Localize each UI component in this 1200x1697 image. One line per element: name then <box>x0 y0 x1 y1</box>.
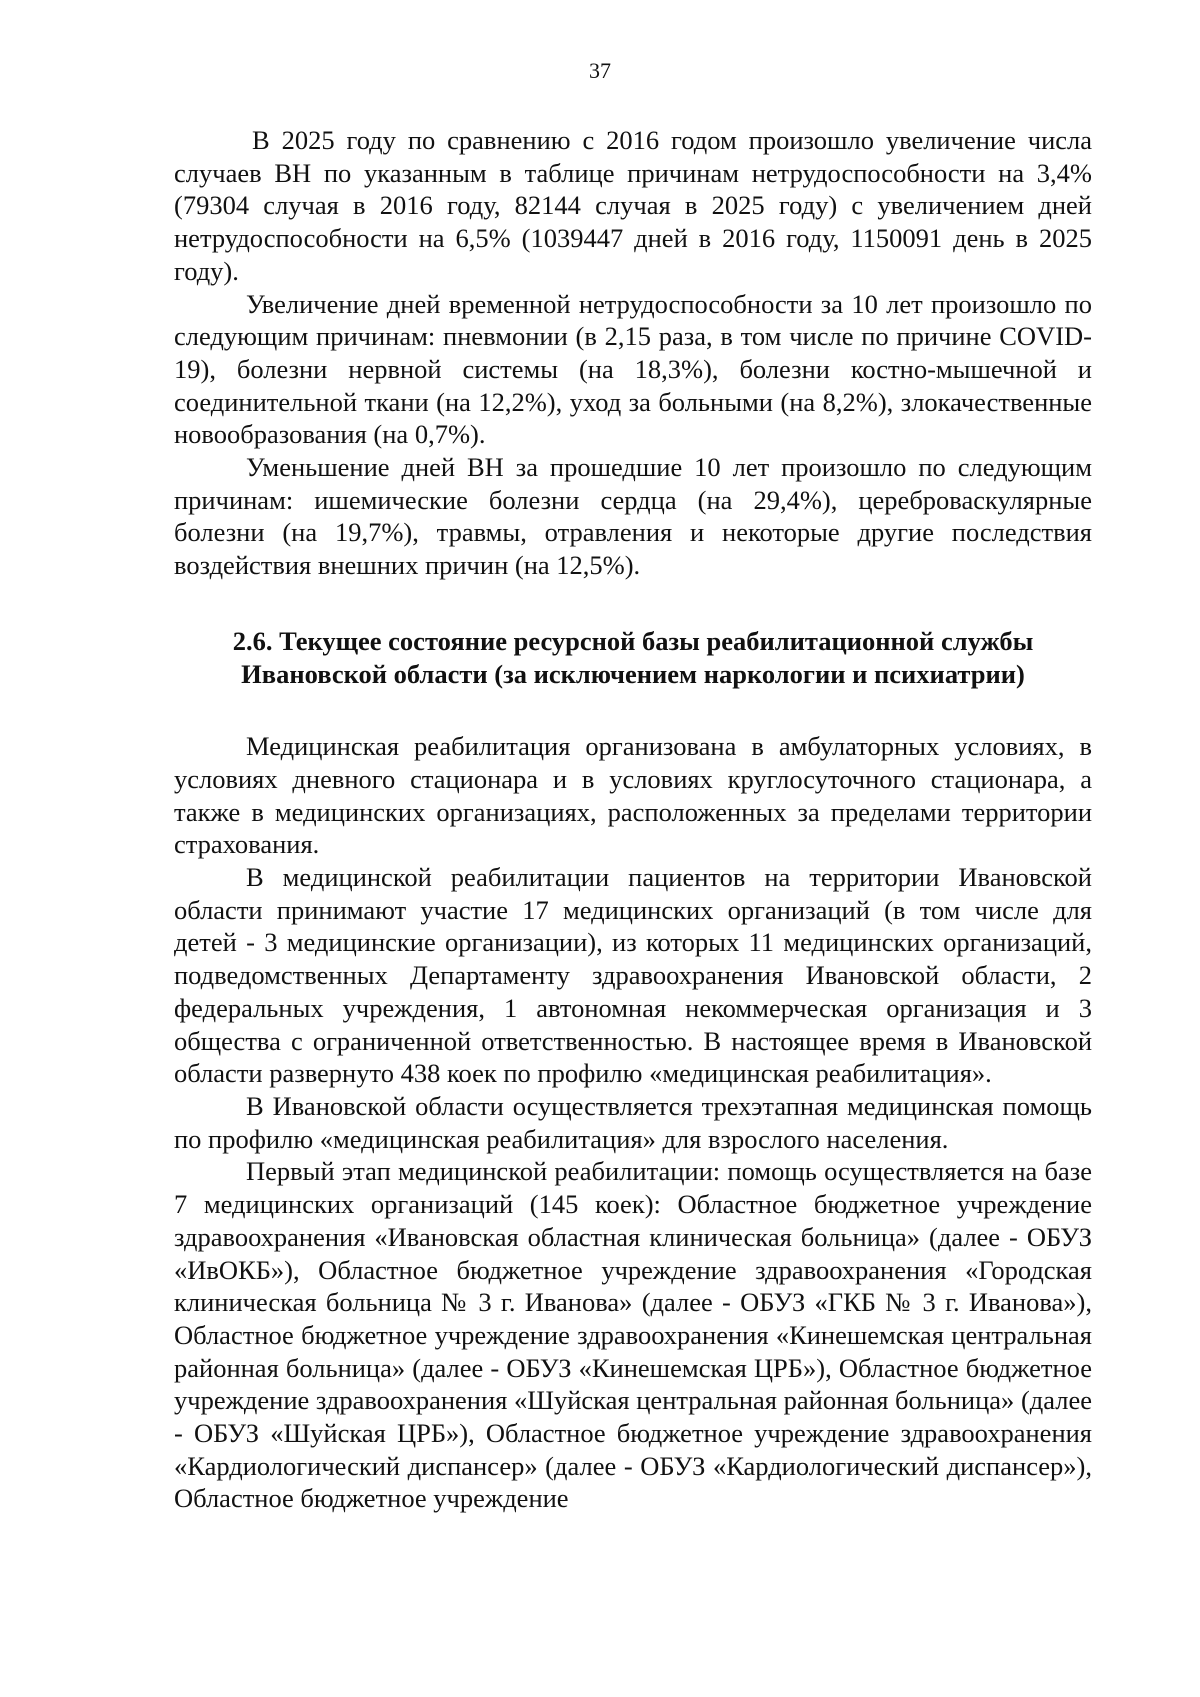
section-heading-line-2: Ивановской области (за исключением наркологии и психиатрии) <box>241 658 1025 689</box>
paragraph-rehab-organization: Медицинская реабилитация организована в амбулаторных условиях, в условиях дневного стационара и в условиях круглосуточного стационара, а также в медицинских организациях, расположенных за пределами территории страхования. <box>174 731 1092 860</box>
page-number: 37 <box>589 58 611 83</box>
paragraph-three-stage: В Ивановской области осуществляется трехэтапная медицинская помощь по профилю «медицинская реабилитация» для взрослого населения. <box>174 1090 1092 1154</box>
paragraph-first-stage: Первый этап медицинской реабилитации: помощь осуществляется на базе 7 медицинских организаций (145 коек): Областное бюджетное учреждение здравоохранения «Ивановская областная клиническая больница» (далее - ОБУЗ «ИвОКБ»), Областное бюджетное учреждение здравоохранения «Городская клиническая больница № 3 г. Иванова» (далее - ОБУЗ «ГКБ № 3 г. Иванова»), Областное бюджетное учреждение здравоохранения «Кинешемская центральная районная больница» (далее - ОБУЗ «Кинешемская ЦРБ»), Областное бюджетное учреждение здравоохранения «Шуйская центральная районная больница» (далее - ОБУЗ «Шуйская ЦРБ»), Областное бюджетное учреждение здравоохранения «Кардиологический диспансер» (далее - ОБУЗ «Кардиологический диспансер»), Областное бюджетное учреждение <box>174 1156 1092 1514</box>
section-heading <box>174 625 1092 690</box>
paragraph-decrease-causes: Уменьшение дней ВН за прошедшие 10 лет произошло по следующим причинам: ишемические болезни сердца (на 29,4%), цереброваскулярные болезни (на 19,7%), травмы, отравления и некоторые другие последствия воздействия внешних причин (на 12,5%). <box>174 452 1092 581</box>
section-heading-line-1: 2.6. Текущее состояние ресурсной базы реабилитационной службы <box>232 625 1034 656</box>
document-body <box>174 124 1092 1515</box>
paragraph-rehab-participants: В медицинской реабилитации пациентов на территории Ивановской области принимают участие 17 медицинских организаций (в том числе для детей - 3 медицинские организации), из которых 11 медицинских организаций, подведомственных Департаменту здравоохранения Ивановской области, 2 федеральных учреждения, 1 автономная некоммерческая организация и 3 общества с ограниченной ответственностью. В настоящее время в Ивановской области развернуто 438 коек по профилю «медицинская реабилитация». <box>174 862 1092 1089</box>
paragraph-increase-causes: Увеличение дней временной нетрудоспособности за 10 лет произошло по следующим причинам: пневмонии (в 2,15 раза, в том числе по причине COVID-19), болезни нервной системы (на 18,3%), болезни костно-мышечной и соединительной ткани (на 12,2%), уход за больными (на 8,2%), злокачественные новообразования (на 0,7%). <box>174 288 1092 450</box>
paragraph-vn-increase: В 2025 году по сравнению с 2016 годом произошло увеличение числа случаев ВН по указанным в таблице причинам нетрудоспособности на 3,4% (79304 случая в 2016 году, 82144 случая в 2025 году) с увеличением дней нетрудоспособности на 6,5% (1039447 дней в 2016 году, 1150091 день в 2025 году). <box>174 125 1092 286</box>
